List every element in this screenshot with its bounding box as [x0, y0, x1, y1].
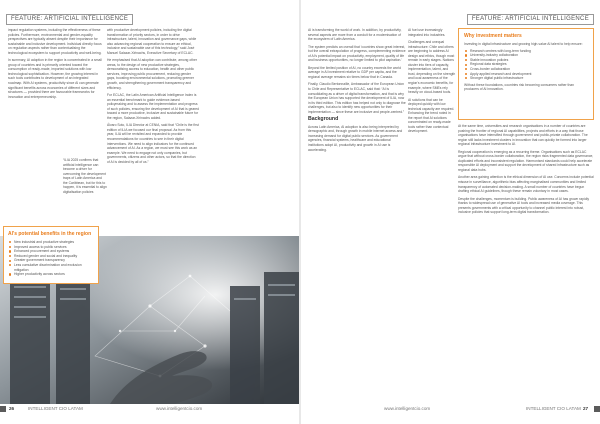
paragraph: AI fuel use increasingly integrated into industries.: [408, 28, 446, 37]
paragraph: impact regulation systems, including the effectiveness of these policies. Furthermore, environmental and gender-equality perspectives are typically absent despite their importance for sustainable and inclusive development. Individual directly focus on regulation aspects rather than contextualising the technological ecosystem to support productivity and well-being.: [8, 28, 102, 55]
page-number-left: 26: [9, 406, 15, 411]
footer-bar-left: [0, 406, 6, 412]
right-column-1: [308, 28, 406, 155]
footer-url-left: www.intelligentcio.com: [156, 406, 203, 411]
callout-outro: Without these foundations, countries risk becoming consumers rather than producers of AI innovation.: [464, 82, 575, 92]
section-tag-right: FEATURE: ARTIFICIAL INTELLIGENCE: [467, 14, 594, 25]
paragraph: Regional cooperation is emerging as a recurring theme. Organisations such as ECLAC argue that without cross-border collaboration, the region risks fragmented data governance, duplicated efforts and inconsistent regulation. Harmonised standards could help accelerate responsible AI deployment and support the development of shared infrastructure such as regional data hubs.: [458, 149, 594, 172]
right-column-3: [458, 124, 594, 218]
list-item: Regional data strategies: [470, 62, 588, 67]
paragraph: Beyond the limited position of AI, no country exceeds the world average in AI investment relative to GDP per capita, and the regional average remains six times below that in Canada.: [308, 65, 401, 79]
list-item: Less cumulative discrimination and exclusion mitigation: [14, 263, 94, 272]
paragraph: In summary, AI adoption in the region is concentrated in a small group of countries and is primarily oriented toward the consumption of ready-made, imported solutions with low technological sophistication. However, the growing interest in such tools contributes to development of an integrated roadmap. With AI systems, productivity since AI can generate significant benefits across economies of different sizes and structures — provided there are favourable frameworks for innovation and entrepreneurship.: [8, 58, 102, 99]
pull-quote: “ILIA 2025 confirms that artificial intelligence can become a driver for overcoming the development traps of Latin America and the Caribbean, but for this to happen, it is essential to align digitalisation policies: [63, 158, 107, 194]
investment-callout: [458, 28, 594, 120]
callout-title: AI's potential benefits in the region: [8, 231, 92, 237]
investment-list: [464, 49, 588, 81]
footer-url-right: www.intelligentcio.com: [384, 406, 431, 411]
list-item: Improved access to public services: [14, 245, 94, 250]
section-tag-left: FEATURE: ARTIFICIAL INTELLIGENCE: [6, 14, 133, 25]
page-number-right: 27: [583, 406, 589, 411]
benefits-callout: [3, 226, 99, 284]
callout-title: Why investment matters: [464, 33, 522, 39]
paragraph: For ECLAC, the Latin American Artificial Intelligence Index is an essential benchmark to guide evidence-based policymaking and to assess the implementation and progress of such policies, ensuring the development of AI that is geared toward a more productive, inclusive and sustainable future for the region, Salazar-Xirinachs added.: [107, 93, 200, 120]
paragraph: Despite the challenges, momentum is building. Public awareness of AI has grown rapidly thanks to widespread use of generative AI tools and increased media coverage. This presents governments with a critical opportunity to channel public interest into robust, inclusive policies that support long-term digital transformation.: [458, 196, 590, 215]
list-item: Stable innovation policies: [470, 58, 588, 63]
list-item: Reduced gender and social and inequality: [14, 254, 94, 259]
callout-intro: Investing in digital infrastructure and growing high-value AI talent to help ensure:: [464, 42, 583, 46]
list-item: Research centres with long-term funding: [470, 49, 588, 54]
list-item: Enhanced procurement and systems: [14, 249, 94, 254]
background-heading: Background: [308, 116, 339, 123]
benefits-list: [8, 240, 94, 277]
list-item: Higher productivity across sectors: [14, 272, 94, 277]
footer-bar-right: [594, 406, 600, 412]
paragraph: Finally, Claudio Bertonnaille, Ambassador of the European Union to Chile and Representative to ECLAC, said that: “AI is consolidating as a driver of digital transformation, and that is why the European Union has supported the development of ILIA, now in its third edition. This edition has helped not only to diagnose the challenges, but also to identify new opportunities for their implementation — since these are inclusive and people-centred.”: [308, 82, 406, 114]
paragraph: Challenges and unequal infrastructure: Chile and others are beginning to address AI design and ethics, though most remain in early stages. Nations cluster into tiers of capacity, implementation, talent, and trust, depending on the strength and local awareness of the region's economic benefits, for example, where SMEs rely heavily on cloud-based tools.: [408, 40, 456, 95]
paragraph: At the same time, universities and research organisations in a number of countries are pushing the frontier of regional AI capabilities, projects and efforts in a way that those organisations have intensified through government and public-private collaboration. The region still lacks investment clusters in innovation that can quickly be formed into larger regional infrastructure investment to AI.: [458, 124, 588, 147]
footer-brand-left: INTELLIGENT CIO LATAM: [28, 406, 83, 411]
left-quote-block: [63, 158, 107, 197]
list-item: Cross-border collaboration: [470, 67, 588, 72]
paragraph: Across Latin America, AI adoption is also being interpreted by demographic and, through growth in mobile internet access and increasing demand for digital public services. As government agencies, financial systems, healthcare and educational institutions adopt AI, productivity and growth in AI use is accelerating.: [308, 124, 403, 152]
paragraph: AI solutions that can be deployed quickly with low technical capacity are required. Enhancing the trend noted in the report that AI solutions concentrated on ready-made tools rather than contextual development.: [408, 97, 455, 134]
left-column-1: [8, 28, 102, 102]
paragraph: with productive development policies, including the digital transformation of priority sectors, in order to drive infrastructure, talent, innovation and governance gaps, while also advancing regional cooperation to ensure an ethical, inclusive and sustainable use of this technology,” said José Manuel Salazar-Xirinachs, Executive Secretary of ECLAC.: [107, 28, 197, 55]
list-item: New industrial and productive strategies: [14, 240, 94, 245]
paragraph: He emphasised that AI adoption can contribute, among other areas, to the design of new productive strategies, democratising access to education, health and other public services, improving public procurement, reducing gender gaps, boosting environmental solutions, promoting greener growth, and strengthening government transparency and efficiency.: [107, 58, 197, 90]
list-item: Greater government transparency: [14, 258, 94, 263]
list-item: Stronger digital public infrastructure: [470, 76, 588, 81]
paragraph: Álvaro Soto, ILIA Director at CENIA, said that “Chile is the first edition of ILIA we focused our final proposal. As from this year, ILIA will be revisited and expanded to provide recommendations for countries to see in their digital interventions. We need to align indicators for the continued advancement of AI. As a region, we must see this work as an example. We need to engage not only companies, but governments, citizens and other actors, so that the direction of AI is decided by all of us.”: [107, 123, 199, 164]
list-item: Apply applied research and development: [470, 72, 588, 77]
left-column-2: [107, 28, 199, 167]
paragraph: Another area gaining attention is the ethical dimension of AI use. Concerns include potential misuse in surveillance, algorithmic bias affecting marginalised communities and limited transparency of automated decision-making. A small number of countries have begun drafting ethical AI guidelines, though these remain voluntary in most cases.: [458, 175, 594, 194]
paragraph: The system predicts an overall that 'countries show great interest, but the overall extrapolation of progress, complementing evidence of AI's potential impact on productivity, employment, quality of life and business opportunities, no longer limited to pilot aspiration.': [308, 44, 406, 63]
right-column-2: [408, 28, 456, 137]
paragraph: AI is transforming the world of work. In addition, by productivity, several aspects are more from a conduit for a modernisation of the ecosystem of Latin America.: [308, 28, 402, 42]
spread-divider: [299, 0, 301, 424]
list-item: University-industry collaboration: [470, 53, 588, 58]
footer-brand-right: INTELLIGENT CIO LATAM: [526, 406, 581, 411]
